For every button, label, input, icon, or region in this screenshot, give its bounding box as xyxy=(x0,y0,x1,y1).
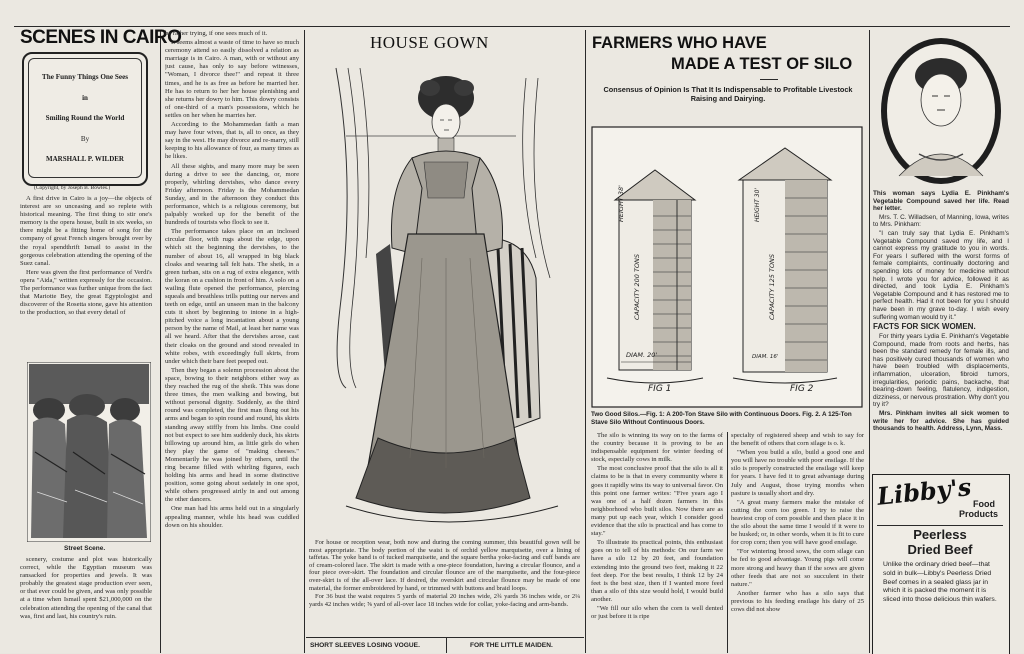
street-scene-caption: Street Scene. xyxy=(64,545,106,552)
headline-farmers-line2: MADE A TEST OF SILO xyxy=(671,55,853,73)
house-gown-illustration xyxy=(326,58,570,538)
paragraph: "For wintering brood sows, the corn silage can be fed to good advantage. Young pigs will come more strong and heavy than if the sows are given other feeds that are not so succulent in their nature." xyxy=(731,548,864,588)
silo2-height-label: HEIGHT 30' xyxy=(754,187,761,222)
paragraph: scenery, costume and plot was historically correct, while the Egyptian museum was ransacked for properties and jewels. It was probably the greatest stage production ever seen, or that ever could be given, and was only possible at a time when Ismail spent $21,000,000 on the celebration attending the opening of the canal that was, first and last, his country's ruin. xyxy=(20,556,152,620)
fig2-label: FIG 2 xyxy=(790,384,814,394)
ad-lead: This woman says Lydia E. Pinkham's Vegetable Compound saved her life. Read her letter. xyxy=(873,190,1009,213)
column-rule xyxy=(727,432,728,653)
libby-body: Unlike the ordinary dried beef—that sold in bulk—Libby's Peerless Dried Beef comes in a sealed glass jar in which it is packed the moment it is sliced into those delicious thin wafers. xyxy=(883,561,997,604)
byline-box xyxy=(22,52,148,186)
box-line3: Smiling Round the World xyxy=(45,114,125,122)
libby-head2: Dried Beef xyxy=(907,542,973,557)
col2-body xyxy=(165,30,299,653)
paragraph: Then they began a solemn procession about the space, bowing to their neighbors either way as they reached the rug of the sheik. This was done three times, the men walking and bowing, but without personal dignity. Suddenly, as the third round was completed, the first man flung out his arms and began to spin round and round, his skirts standing away stiffly from his limbs. One could not but expect to see him suddenly duck, his skirts billowing up around him, as little girls do when they play the game of "making cheeses." Momentarily he was joined by others, until the ring became filled with whirling figures, each holding his arms and head in some distinctive position, some going about sedately in one spot, while others progressed airily in and out among the other dancers. xyxy=(165,366,299,504)
paragraph: The silo is winning its way on to the farms of the country because it is proving to be an indispensable equipment for winter feeding of stock, especially cows in milk. xyxy=(591,432,723,464)
box-line1: The Funny Things One Sees xyxy=(41,73,129,81)
libby-logo: Libby's xyxy=(875,472,973,511)
libby-tag1: Food xyxy=(973,499,995,509)
headline-farmers-line1: FARMERS WHO HAVE xyxy=(592,34,767,52)
silo-diagram xyxy=(591,126,863,408)
box-line2: in xyxy=(82,94,88,102)
footer-left-headline: SHORT SLEEVES LOSING VOGUE. xyxy=(310,642,420,649)
paragraph: For 36 bust the waist requires 5 yards of material 20 inches wide, 2¾ yards 36 inches wide, or 2¼ yards 42 inches wide; ⅝ yard of all-over lace 18 inches wide for collar, yoke-facing and arm-bands. xyxy=(309,593,580,608)
paragraph: Here was given the first performance of Verdi's opera "Aida," written expressly for the occasion. The performance was further unique from the fact that Mariotte Bey, the great Egyptologist and discoverer of the Rosetta stone, gave his attention to the production, so that every detail of xyxy=(20,268,152,317)
paragraph: be rather trying, if one sees much of it. xyxy=(165,30,268,37)
libby-tag2: Products xyxy=(959,509,999,519)
silo-caption: Two Good Silos.—Fig. 1: A 200-Ton Stave Silo with Continuous Doors. Fig. 2. A 125-Ton Stave Silo Without Continuous Doors. xyxy=(591,411,852,426)
headline-house-gown: HOUSE GOWN xyxy=(370,33,489,52)
col3-body xyxy=(309,539,580,609)
paragraph: "We fill our silo when the corn is well dented or just before it is ripe xyxy=(591,604,723,621)
col4a-body xyxy=(591,432,723,653)
silo2-diameter-label: DIAM. 16' xyxy=(752,354,779,360)
paragraph: It seems almost a waste of time to have so much ceremony attend so easily dissolved a relation as marriage is in Cairo. A man, with or without any just cause, has only to say before witnesses, "Woman, I divorce thee!" and repeat it three times, and he is as free as before he married her. He has to return to her her house plenishing and she returns her dowry to him. This dowry consists of one-third of a man's possessions, which he settles on her when he marries her. xyxy=(165,39,299,119)
paragraph: For thirty years Lydia E. Pinkham's Vegetable Compound, made from roots and herbs, has been the standard remedy for female ills, and has positively cured thousands of women who have been troubled with displacements, inflammation, ulceration, fibroid tumors, irregularities, periodic pains, backache, that bearing-down feeling, flatulency, indigestion, dizziness, or nervous prostration. Why don't you try it? xyxy=(873,333,1009,409)
footer-divider xyxy=(446,637,447,653)
col1-body-bottom xyxy=(20,556,152,653)
paragraph: All these sights, and many more may be seen during a drive to see the dancing, or, more properly, whirling dervishes, who dance every Friday afternoon. Friday is the Mohammedan Sunday, and in the afternoon they conduct this performance, which is a religious ceremony, but palpably worked up for the benefit of the hundreds of tourists who flock to see it. xyxy=(165,162,299,227)
paragraph: The most conclusive proof that the silo is all it claims to be is that in every community where it goes it rapidly wins its way to universal favor. On this point one farmer writes: "Five years ago I was one of a half dozen farmers in this neighborhood who built silos. Now there are as many put up each year, which I consider good evidence that the silo is practical and has come to stay." xyxy=(591,465,723,538)
pinkham-ad xyxy=(873,190,1009,490)
paragraph: According to the Mohammedan faith a man may have four wives, that is, all to once, as they say in the west. He may divorce and re-marry, still keeping to his allowance of four, as many times as he likes. xyxy=(165,121,299,161)
paragraph: "I can truly say that Lydia E. Pinkham's Vegetable Compound saved my life, and I cannot express my gratitude to you in words. For years I suffered with the worst forms of female complaints, continually doctoring and spending lots of money for medicine without help. I wrote you for advice, followed it as directed, and took Lydia E. Pinkham's Vegetable Compound and it has restored me to perfect health. Had it not been for you I should have been in my grave to-day. I wish every suffering woman would try it." xyxy=(873,229,1009,321)
footer-right-headline: FOR THE LITTLE MAIDEN. xyxy=(470,642,553,649)
column-rule xyxy=(585,30,586,653)
libby-rule xyxy=(877,525,1003,526)
col1-body-top xyxy=(20,195,152,355)
paragraph: Mrs. Pinkham invites all sick women to write her for advice. She has guided thousands to health. Address, Lynn, Mass. xyxy=(873,410,1009,433)
box-author: MARSHALL P. WILDER xyxy=(46,155,124,163)
silo1-height-label: HEIGHT 38' xyxy=(617,185,625,222)
headline-scenes-in-cairo: SCENES IN CAIRO xyxy=(20,27,182,48)
paragraph: Another farmer who has a silo says that previous to his feeding ensilage his dairy of 25 cows did not show xyxy=(731,589,864,613)
silo-deck: Consensus of Opinion Is That It Is Indispensable to Profitable Livestock Raising and Dairying. xyxy=(603,85,853,103)
paragraph: The performance takes place on an inclosed circular floor, with rugs about the edge, upon which sit the beginning the dervishes, to the number of about 16, all wrapped in big black cloaks and wearing tall felt hats. The sheik, in a green turban, sits on a rug of extra elegance, with the koran on a cushion in front of him. A solo on a wailing flute opened the performance, piercing squeals and breathless trills putting our nerves and teeth on edge, until an unseen man in the balcony cuts it short by beginning to intone in a high-pitched voice a long incantation about a young person by the name of Mail, at least her name was all we heard. After that the dervishes arose, cast their cloaks on the ground and stood revealed in white robes, with exceedingly full skirts, from under which their bare feet peeped out. xyxy=(165,228,299,365)
fig1-label: FIG 1 xyxy=(648,384,672,394)
col4b-body xyxy=(731,432,864,653)
paragraph: One man had his arms held out in a singularly appealing manner, while his head was cuddled down on his shoulder. xyxy=(165,505,299,529)
silo2-capacity-label: CAPACITY 125 TONS xyxy=(768,253,776,320)
libby-ad xyxy=(872,474,1010,654)
pinkham-portrait xyxy=(879,36,1003,186)
ad-subhead: FACTS FOR SICK WOMEN. xyxy=(873,322,976,332)
silo1-diameter-label: DIAM. 20' xyxy=(626,351,658,359)
column-rule xyxy=(304,30,305,653)
paragraph: "A great many farmers make the mistake of cutting the corn too green. I try to raise the heaviest crop of corn possible and then place it in the silo about the same time I would if it were to be husked; or, in other words, when it is fit to cure for crop corn; then you will have good ensilage. xyxy=(731,498,864,547)
column-rule xyxy=(869,30,870,653)
copyright-line: (Copyright, by Joseph B. Bowles.) xyxy=(34,185,111,191)
headline-dash xyxy=(760,79,778,80)
silo1-capacity-label: CAPACITY 200 TONS xyxy=(633,253,641,320)
paragraph: To illustrate its practical points, this enthusiast goes on to tell of his methods: On our farm we have a silo 12 by 20 feet, and foundation extending into the ground two feet, making it 22 feet deep. For the best results, I think 12 by 24 feet is the best size, then if I wanted more feed than a silo of this size would hold, I would build another. xyxy=(591,539,723,603)
paragraph: "When you build a silo, build a good one and you will have no trouble with poor ensilage. If the silo is properly constructed the ensilage will keep for years. I have fed it to great advantage during July and August, those trying months when pasture is usually short and dry. xyxy=(731,449,864,497)
paragraph: specialty of registered sheep and wish to say for the benefit of others that corn silage is o. k. xyxy=(731,432,864,448)
box-by: By xyxy=(80,135,90,143)
street-scene-image xyxy=(27,362,151,542)
paragraph: For house or reception wear, both now and during the coming summer, this beautiful gown will be most appropriate. The body portion of the waist is of orchid yellow marquisette, over a lining of taffetas. The yoke band is of tucked marquisette, and the square bertha yoke-facing and cuff bands are of cream-colored lace. The skirt is made with a one-piece foundation, having a circular flounce, and a four piece over-skirt. The foundation and circular flounce are of the marquisette, and the four-piece over-skirt is of the all-over lace. If desired, the overskirt and circular flounce may be made of one material, the former embroidered by hand, or trimmed with buttons and braid loops. xyxy=(309,539,580,592)
libby-head1: Peerless xyxy=(913,527,967,542)
footer-rule xyxy=(306,637,584,638)
paragraph: Mrs. T. C. Willadsen, of Manning, Iowa, writes to Mrs. Pinkham: xyxy=(873,213,1009,229)
paragraph: A first drive in Cairo is a joy—the objects of interest are so unceasing and so replete with historical meaning. The first thing to stir one's memory is the opera house, built in six weeks, so there might be a fitting home of song for the company of great French singers brought over by the royal spendthrift Ismail to assist in the gorgeous celebration attending the opening of the Suez canal. xyxy=(20,195,152,267)
column-rule xyxy=(160,30,161,653)
